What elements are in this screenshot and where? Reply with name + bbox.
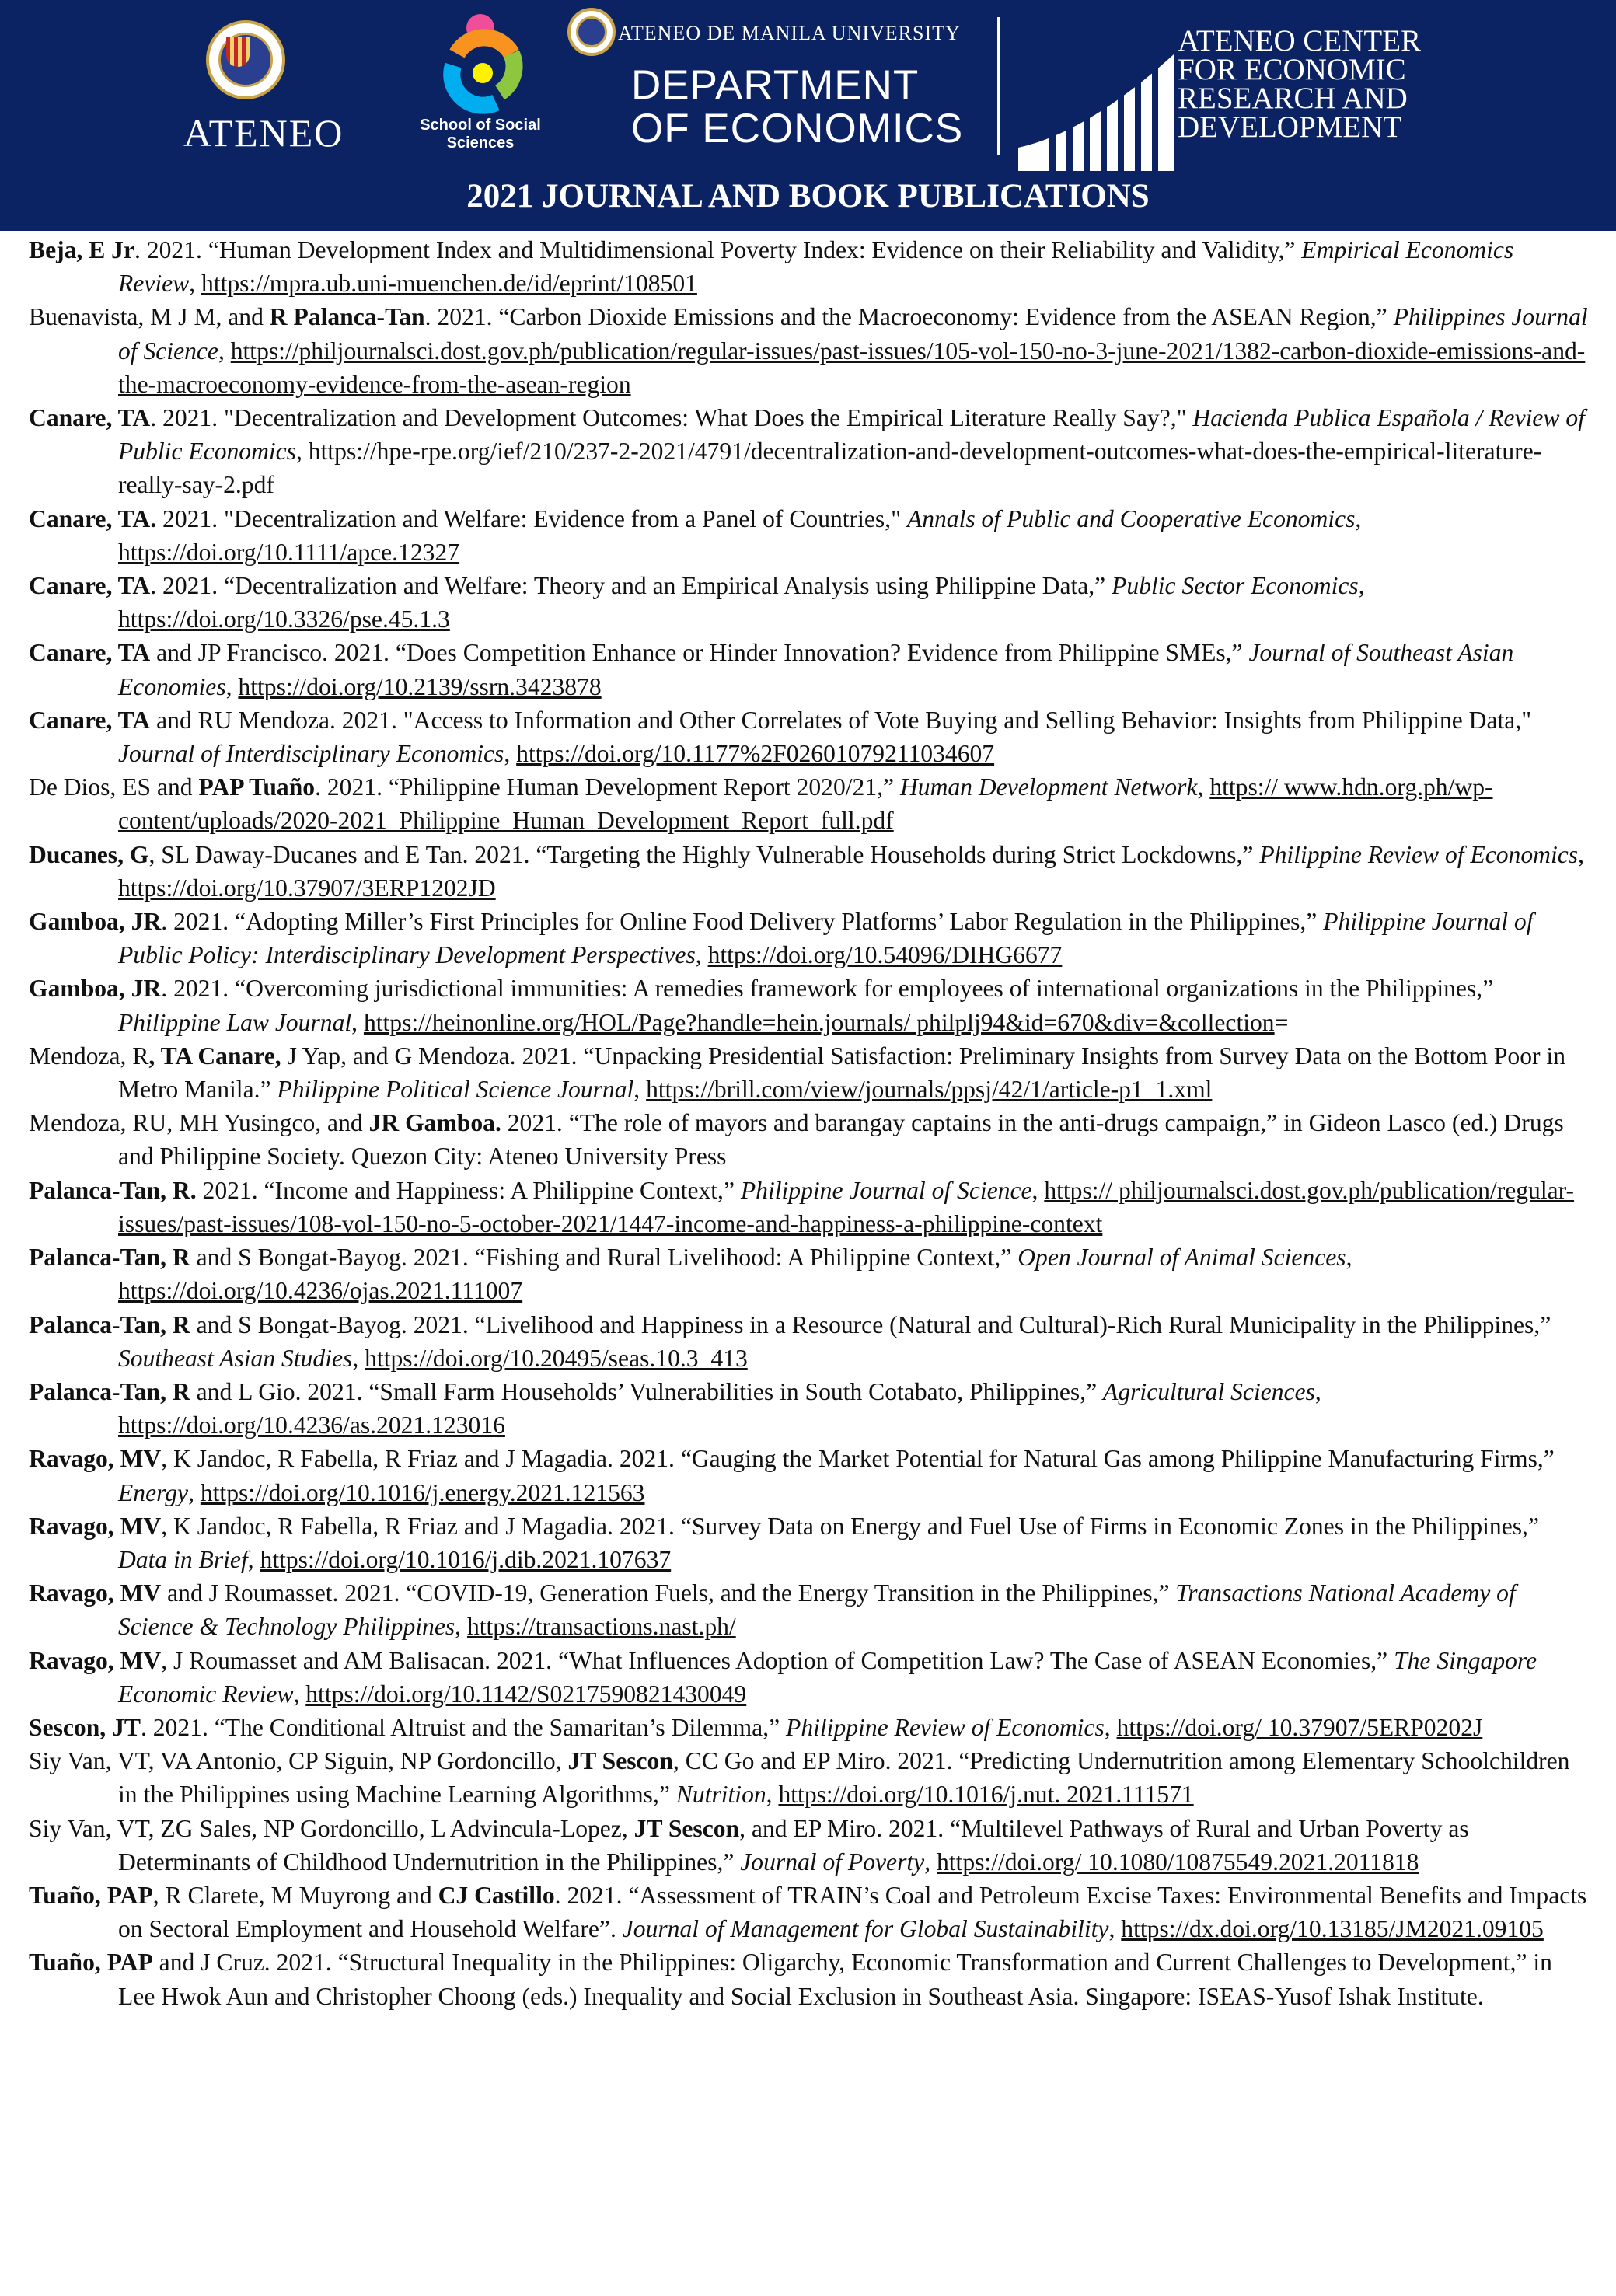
author-name: , TA Canare, [148, 1042, 281, 1069]
citation-text: , [766, 1781, 779, 1809]
citation-text: , K Jandoc, R Fabella, R Friaz and J Magadia. 2021. “Gauging the Market Potential for Natural Gas among Philippine Manufacturing Firms,” [161, 1445, 1555, 1473]
citation-text: 2021. “The role of mayors and barangay captains in the anti-drugs campaign,” in Gideon Lasco (ed.) Drugs and Philippine Society. Quezon City: Ateneo University Press [118, 1109, 1564, 1171]
author-name: JT Sescon [633, 1814, 740, 1842]
citation-text: , K Jandoc, R Fabella, R Friaz and J Magadia. 2021. “Survey Data on Energy and Fuel Use of Firms in Economic Zones in the Philippines,” [161, 1512, 1539, 1540]
citation-text: Siy Van, VT, ZG Sales, NP Gordoncillo, L Advincula-Lopez, [29, 1814, 634, 1842]
citation-text: and J Roumasset. 2021. “COVID-19, Generation Fuels, and the Energy Transition in the Philippines,” [161, 1579, 1176, 1607]
citation-text: , [695, 941, 708, 969]
author-name: Ravago, MV [29, 1579, 162, 1607]
citation-text: , [225, 672, 239, 700]
publication-entry [29, 502, 1591, 569]
citation-text: Siy Van, VT, VA Antonio, CP Siguin, NP Gordoncillo, [29, 1747, 568, 1775]
publication-entry [29, 1106, 1591, 1173]
citation-text: , R Clarete, M Muyrong and [152, 1881, 438, 1909]
journal-title: Human Development Network [899, 773, 1198, 801]
citation-text: . 2021. "Decentralization and Development Outcomes: What Does the Empirical Literature Really Say?," [150, 404, 1193, 432]
cerd-growth-chart-icon [1018, 54, 1174, 179]
citation-text: Buenavista, M J M, and [29, 303, 270, 331]
publication-link[interactable]: https://doi.org/10.1177%2F02601079211034607 [516, 740, 995, 768]
journal-title: The Singapore Economic Review [118, 1646, 1537, 1708]
publication-link[interactable]: https://doi.org/10.20495/seas.10.3_413 [365, 1344, 748, 1372]
journal-title: Public Sector Economics [1112, 572, 1359, 600]
citation-text: 2021. “Income and Happiness: A Philippine Context,” [196, 1176, 741, 1204]
header-divider [997, 17, 1000, 155]
citation-text: , CC Go and EP Miro. 2021. “Predicting Undernutrition among Elementary Schoolchildren in the Philippines using Machine Learning Algorithms,” [118, 1747, 1570, 1809]
citation-text: . 2021. “The Conditional Altruist and the Samaritan’s Dilemma,” [140, 1713, 787, 1741]
citation-text: and JP Francisco. 2021. “Does Competition Enhance or Hinder Innovation? Evidence from Philippine SMEs,” [150, 639, 1249, 667]
author-name: Ducanes, G [29, 840, 149, 868]
author-name: Gamboa, JR [29, 908, 162, 936]
citation-text: , [1314, 1377, 1321, 1405]
journal-title: Agricultural Sciences [1103, 1377, 1315, 1405]
citation-text: . 2021. “Philippine Human Development Report 2020/21,” [315, 773, 900, 801]
publication-link[interactable]: https://doi.org/10.3326/pse.45.1.3 [118, 605, 450, 633]
citation-text: and J Cruz. 2021. “Structural Inequality in the Philippines: Oligarchy, Economic Transformation and Current Challenges to Development,” in Lee Hwok Aun and Christopher Choong (eds.) Inequality and Social Exclusion in Southeast Asia. Singapore: ISEAS-Yusof Ishak Institute. [118, 1949, 1552, 2010]
citation-text: and S Bongat-Bayog. 2021. “Fishing and Rural Livelihood: A Philippine Context,” [190, 1244, 1018, 1272]
publication-entry [29, 1039, 1591, 1106]
author-name: Canare, TA [29, 572, 151, 600]
author-name: Gamboa, JR [29, 975, 162, 1003]
journal-title: Hacienda Publica Española / Review of Public Economics [118, 404, 1585, 466]
publication-link[interactable]: https://doi.org/10.54096/DIHG6677 [707, 941, 1063, 969]
publication-entry [29, 401, 1591, 502]
author-name: Canare, TA. [29, 504, 157, 532]
citation-text: . 2021. “Overcoming jurisdictional immunities: A remedies framework for employees of international organizations in the Philippines,” [161, 975, 1494, 1003]
publication-entry [29, 1879, 1591, 1945]
publication-entry [29, 1945, 1591, 2012]
publication-link[interactable]: https://doi.org/ 10.1080/10875549.2021.2011818 [936, 1848, 1419, 1876]
citation-text: , and EP Miro. 2021. “Multilevel Pathways of Rural and Urban Poverty as Determinants of Childhood Undernutrition in the Philippines,” [118, 1814, 1469, 1876]
publication-link[interactable]: https://doi.org/10.1142/S0217590821430049 [305, 1680, 747, 1708]
publication-link[interactable]: https://doi.org/10.1016/j.energy.2021.121563 [200, 1478, 645, 1506]
author-name: Ravago, MV [29, 1512, 162, 1540]
publication-link[interactable]: https://heinonline.org/HOL/Page?handle=hein.journals/ philplj94&id=670&div=&collection [363, 1008, 1275, 1036]
department-name: DEPARTMENT OF ECONOMICS [631, 62, 964, 152]
publication-entry [29, 1174, 1591, 1240]
journal-title: Annals of Public and Cooperative Economics [906, 504, 1356, 532]
author-name: Palanca-Tan, R [29, 1310, 190, 1338]
journal-title: Nutrition [675, 1781, 766, 1809]
author-name: Ravago, MV [29, 1646, 162, 1674]
cerd-name: ATENEO CENTER FOR ECONOMIC RESEARCH AND DEVELOPMENT [1178, 24, 1422, 144]
publication-link[interactable]: https://transactions.nast.ph/ [466, 1613, 736, 1641]
citation-text: . 2021. “Human Development Index and Multidimensional Poverty Index: Evidence on their Reliability and Validity,” [134, 236, 1302, 263]
journal-title: Philippines Journal of Science [118, 303, 1588, 365]
publication-link[interactable]: https://brill.com/view/journals/ppsj/42/1/article-p1_1.xml [646, 1076, 1213, 1104]
citation-text: De Dios, ES and [29, 773, 199, 801]
journal-title: Energy [118, 1478, 189, 1506]
author-name: PAP Tuaño [198, 773, 316, 801]
publication-entry [29, 1442, 1591, 1509]
citation-text: , [633, 1076, 647, 1104]
journal-title: Open Journal of Animal Sciences [1017, 1244, 1346, 1272]
citation-text: , [1355, 504, 1362, 532]
journal-title: Journal of Poverty [740, 1848, 925, 1876]
citation-text: . 2021. “Assessment of TRAIN’s Coal and Petroleum Excise Taxes: Environmental Benefits and Impacts on Sectoral Employment and Household Welfare”. [118, 1881, 1587, 1943]
journal-title: Journal of Southeast Asian Economies [118, 639, 1514, 700]
citation-text: , [1578, 840, 1584, 868]
publication-link[interactable]: https://doi.org/10.1111/apce.12327 [118, 538, 460, 566]
journal-title: Philippine Review of Economics [786, 1713, 1105, 1741]
publication-link[interactable]: https://doi.org/10.1016/j.nut. 2021.111571 [778, 1781, 1194, 1809]
citation-text: and RU Mendoza. 2021. "Access to Information and Other Correlates of Vote Buying and Selling Behavior: Insights from Philippine Data," [150, 706, 1532, 734]
author-name: R Palanca-Tan [269, 303, 425, 331]
citation-text: , [1031, 1176, 1045, 1204]
author-name: JR Gamboa. [368, 1109, 501, 1137]
publication-entry [29, 233, 1591, 300]
author-name: Beja, E Jr [29, 236, 135, 263]
publication-entry [29, 1744, 1591, 1811]
citation-text: , [351, 1008, 364, 1036]
journal-title: Data in Brief [118, 1545, 248, 1573]
citation-text: , [188, 1478, 201, 1506]
author-name: Ravago, MV [29, 1445, 162, 1473]
publication-link[interactable]: https://doi.org/10.1016/j.dib.2021.107637 [260, 1545, 672, 1573]
citation-text: . 2021. “Decentralization and Welfare: Theory and an Empirical Analysis using Philippine Data,” [150, 572, 1112, 600]
citation-text: Mendoza, RU, MH Yusingco, and [29, 1109, 369, 1137]
publication-entry [29, 1509, 1591, 1576]
publication-entry [29, 1576, 1591, 1643]
journal-title: Philippine Journal of Public Policy: Interdisciplinary Development Perspectives [118, 908, 1534, 969]
journal-title: Southeast Asian Studies [118, 1344, 353, 1372]
author-name: Canare, TA [29, 706, 151, 734]
university-name: ATENEO DE MANILA UNIVERSITY [618, 22, 961, 44]
publication-link[interactable]: https:// www.hdn.org.ph/wp-content/uploads/2020-2021_Philippine_Human_Development_Report_full.pdf [118, 773, 1493, 835]
publication-list [29, 233, 1591, 2013]
citation-text: , [1197, 773, 1210, 801]
citation-text: , SL Daway-Ducanes and E Tan. 2021. “Targeting the Highly Vulnerable Households during Strict Lockdowns,” [148, 840, 1260, 868]
author-name: Canare, TA [29, 639, 151, 667]
citation-text: . 2021. “Adopting Miller’s First Principles for Online Food Delivery Platforms’ Labor Regulation in the Philippines,” [161, 908, 1324, 936]
journal-title: Journal of Management for Global Sustainability [622, 1915, 1109, 1943]
citation-text: , [924, 1848, 937, 1876]
publication-entry [29, 1240, 1591, 1307]
author-name: Palanca-Tan, R [29, 1377, 190, 1405]
citation-text: , [218, 337, 231, 365]
journal-title: Transactions National Academy of Science & Technology Philippines [118, 1579, 1516, 1641]
publication-entry [29, 1308, 1591, 1375]
citation-text: , [1358, 572, 1365, 600]
citation-text: = [1274, 1008, 1289, 1036]
author-name: Canare, TA [29, 404, 151, 432]
author-name: Palanca-Tan, R [29, 1244, 190, 1272]
university-seal-icon [567, 8, 616, 56]
publication-entry [29, 838, 1591, 905]
journal-title: Philippine Journal of Science [740, 1176, 1032, 1204]
author-name: Tuaño, PAP [29, 1881, 153, 1909]
publication-link[interactable]: https://mpra.ub.uni-muenchen.de/id/eprint/108501 [201, 270, 697, 298]
publication-link[interactable]: https://doi.org/ 10.37907/5ERP0202J [1116, 1713, 1483, 1741]
citation-text: , [504, 740, 517, 768]
citation-text: , https://hpe-rpe.org/ief/210/237-2-2021/4791/decentralization-and-development-outcomes-what-does-the-empirical-literature-really-say-2.pdf [118, 438, 1542, 499]
publication-entry [29, 1711, 1591, 1744]
publication-link[interactable]: https://doi.org/10.4236/as.2021.123016 [118, 1411, 505, 1439]
citation-text: J Yap, and G Mendoza. 2021. “Unpacking Presidential Satisfaction: Preliminary Insights from Survey Data on the Bottom Poor in Metro Manila.” [118, 1042, 1566, 1104]
publication-entry [29, 770, 1591, 837]
citation-text: and S Bongat-Bayog. 2021. “Livelihood and Happiness in a Resource (Natural and Cultural)-Rich Rural Municipality in the Philippines,” [190, 1310, 1551, 1338]
publication-link[interactable]: https://doi.org/10.4236/ojas.2021.111007 [118, 1277, 523, 1305]
author-name: Palanca-Tan, R. [29, 1176, 197, 1204]
publication-entry [29, 703, 1591, 770]
citation-text: , [352, 1344, 365, 1372]
social-sciences-label: School of Social Sciences [420, 117, 541, 152]
journal-title: Philippine Law Journal [118, 1008, 352, 1036]
citation-text: 2021. "Decentralization and Welfare: Evidence from a Panel of Countries," [156, 504, 907, 532]
publication-link[interactable]: https://doi.org/10.2139/ssrn.3423878 [238, 672, 602, 700]
citation-text: , [1104, 1713, 1117, 1741]
citation-text: , [455, 1613, 467, 1641]
author-name: Sescon, JT [29, 1713, 141, 1741]
citation-text: , [1346, 1244, 1352, 1272]
publication-link[interactable]: https:// philjournalsci.dost.gov.ph/publication/regular-issues/past-issues/108-vol-150-no-5-october-2021/1447-income-and-happiness-a-philippine-context [118, 1176, 1575, 1237]
author-name: JT Sescon [567, 1747, 673, 1775]
journal-title: Empirical Economics Review [118, 236, 1514, 298]
author-name: CJ Castillo [438, 1881, 555, 1909]
publication-entry [29, 1812, 1591, 1879]
journal-title: Philippine Political Science Journal [277, 1076, 634, 1104]
citation-text: and L Gio. 2021. “Small Farm Households’ Vulnerabilities in South Cotabato, Philippines,” [190, 1377, 1104, 1405]
publication-entry [29, 972, 1591, 1038]
publication-entry [29, 1375, 1591, 1442]
citation-text: , [189, 270, 202, 298]
citation-text: , J Roumasset and AM Balisacan. 2021. “What Influences Adoption of Competition Law? The Case of ASEAN Economies,” [161, 1646, 1394, 1674]
publication-link[interactable]: https://philjournalsci.dost.gov.ph/publication/regular-issues/past-issues/105-vol-150-no-3-june-2021/1382-carbon-dioxide-emissions-and-the-macroeconomy-evidence-from-the-asean-region [118, 337, 1586, 398]
publication-entry [29, 636, 1591, 703]
citation-text: , [247, 1545, 260, 1573]
publication-entry [29, 1644, 1591, 1711]
publication-entry [29, 300, 1591, 401]
citation-text: . 2021. “Carbon Dioxide Emissions and the Macroeconomy: Evidence from the ASEAN Region,” [424, 303, 1394, 331]
page-title: 2021 JOURNAL AND BOOK PUBLICATIONS [466, 178, 1150, 215]
citation-text: Mendoza, R [29, 1042, 149, 1069]
ateneo-wordmark: ATENEO [183, 111, 344, 155]
author-name: Tuaño, PAP [29, 1949, 153, 1977]
page-header [0, 0, 1616, 231]
citation-text: , [1108, 1915, 1122, 1943]
citation-text: , [293, 1680, 306, 1708]
publication-link[interactable]: https://dx.doi.org/10.13185/JM2021.09105 [1121, 1915, 1544, 1943]
publication-link[interactable]: https://doi.org/10.37907/3ERP1202JD [118, 874, 496, 902]
journal-title: Philippine Review of Economics [1259, 840, 1579, 868]
ateneo-seal-icon [206, 20, 285, 99]
publication-entry [29, 905, 1591, 972]
journal-title: Journal of Interdisciplinary Economics [118, 740, 504, 768]
social-sciences-logo-icon [422, 11, 539, 120]
publication-entry [29, 569, 1591, 636]
